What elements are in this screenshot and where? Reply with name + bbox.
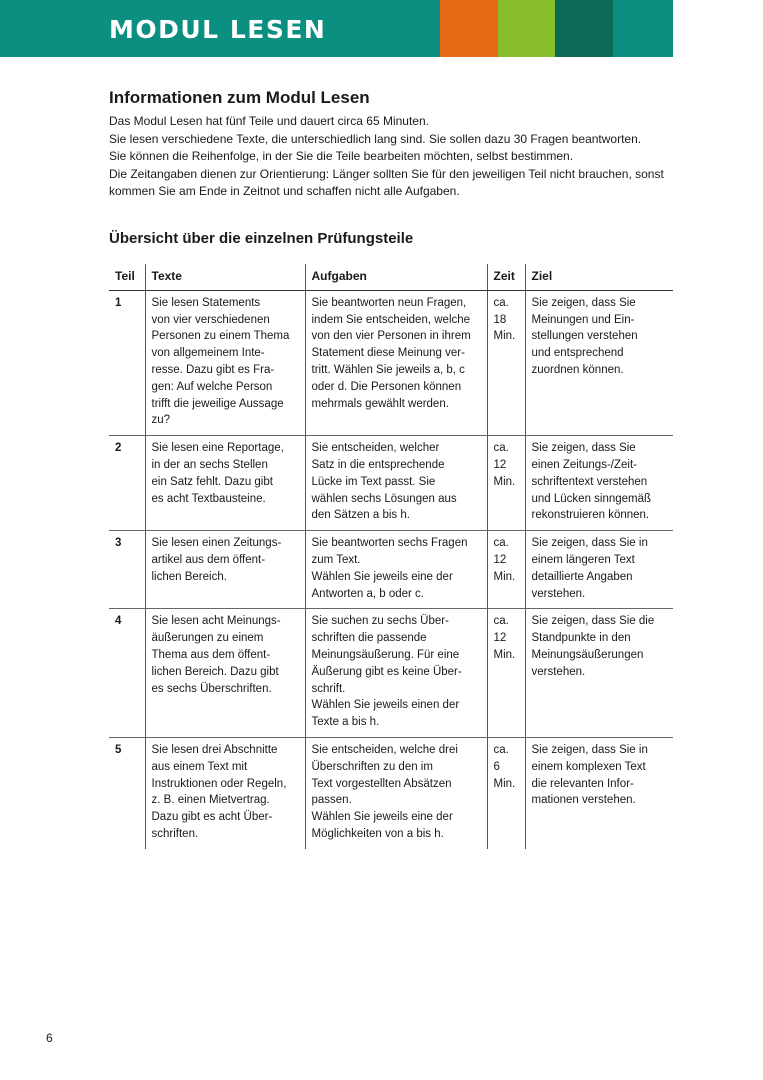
aufgaben-cell: Sie entscheiden, welcher Satz in die entsprechende Lücke im Text passt. Sie wählen sechs Lösungen aus den Sätzen a bis h. [305,436,487,531]
ziel-cell: Sie zeigen, dass Sie einen Zeitungs-/Zeit- schriftentext verstehen und Lücken sinngemäß rekonstruieren können. [525,436,673,531]
texte-cell: Sie lesen Statements von vier verschiedenen Personen zu einem Thema von allgemeinem Inte- resse. Dazu gibt es Fra- gen: Auf welche Person trifft die jeweilige Aussage zu? [145,290,305,435]
table-row [109,436,673,531]
table-row [109,609,673,738]
texte-cell: Sie lesen drei Abschnitte aus einem Text mit Instruktionen oder Regeln, z. B. einen Mietvertrag. Dazu gibt es acht Über- schriften. [145,737,305,848]
zeit-cell: ca. 18 Min. [487,290,525,435]
section-heading: Informationen zum Modul Lesen [109,88,370,107]
aufgaben-cell: Sie entscheiden, welche drei Überschriften zu den im Text vorgestellten Absätzen passen. Wählen Sie jeweils eine der Möglichkeiten von a bis h. [305,737,487,848]
header-stripe-dark-green [555,0,613,57]
ziel-cell: Sie zeigen, dass Sie in einem längeren Text detaillierte Angaben verstehen. [525,531,673,609]
zeit-cell: ca. 12 Min. [487,609,525,738]
header-stripe-lime [498,0,555,57]
intro-paragraph: Die Zeitangaben dienen zur Orientierung: Länger sollten Sie für den jeweiligen Teil nicht brauchen, sonst kommen Sie am Ende in Zeitnot und schaffen nicht alle Aufgaben. [109,166,664,198]
table-header-row [109,264,673,290]
column-header-aufgaben: Aufgaben [305,264,487,290]
intro-paragraph: Sie lesen verschiedene Texte, die unterschiedlich lang sind. Sie sollen dazu 30 Fragen beantworten. [109,131,642,146]
ziel-cell: Sie zeigen, dass Sie die Standpunkte in den Meinungsäußerungen verstehen. [525,609,673,738]
aufgaben-cell: Sie beantworten neun Fragen, indem Sie entscheiden, welche von den vier Personen in ihrem Statement diese Meinung ver- tritt. Wählen Sie jeweils a, b, c oder d. Die Personen können mehrmals gewählt werden. [305,290,487,435]
module-title: MODUL LESEN [109,15,327,44]
ziel-cell: Sie zeigen, dass Sie Meinungen und Ein- stellungen verstehen und entsprechend zuordnen können. [525,290,673,435]
page-number: 6 [46,1031,53,1045]
teil-cell: 3 [109,531,145,609]
aufgaben-cell: Sie suchen zu sechs Über- schriften die passende Meinungsäußerung. Für eine Äußerung gibt es keine Über- schrift. Wählen Sie jeweils einen der Texte a bis h. [305,609,487,738]
ziel-cell: Sie zeigen, dass Sie in einem komplexen Text die relevanten Infor- mationen verstehen. [525,737,673,848]
header-stripe-orange [440,0,498,57]
teil-cell: 1 [109,290,145,435]
column-header-teil: Teil [109,264,145,290]
intro-paragraph: Das Modul Lesen hat fünf Teile und dauert circa 65 Minuten. [109,114,429,128]
table-row [109,531,673,609]
overview-heading: Übersicht über die einzelnen Prüfungsteile [109,230,414,247]
table-row [109,290,673,435]
teil-cell: 4 [109,609,145,738]
aufgaben-cell: Sie beantworten sechs Fragen zum Text. Wählen Sie jeweils eine der Antworten a, b oder c. [305,531,487,609]
zeit-cell: ca. 12 Min. [487,531,525,609]
table-row [109,737,673,848]
column-header-ziel: Ziel [525,264,673,290]
texte-cell: Sie lesen einen Zeitungs- artikel aus dem öffent- lichen Bereich. [145,531,305,609]
exam-parts-table [109,264,673,849]
teil-cell: 5 [115,743,122,756]
column-header-zeit: Zeit [487,264,525,290]
column-header-texte: Texte [145,264,305,290]
intro-text [109,113,669,201]
teil-cell: 2 [109,436,145,531]
zeit-cell: ca. 6 Min. [487,737,525,848]
intro-paragraph: Sie können die Reihenfolge, in der Sie die Teile bearbeiten möchten, selbst bestimmen. [109,149,574,163]
texte-cell: Sie lesen acht Meinungs- äußerungen zu einem Thema aus dem öffent- lichen Bereich. Dazu gibt es sechs Überschriften. [145,609,305,738]
texte-cell: Sie lesen eine Reportage, in der an sechs Stellen ein Satz fehlt. Dazu gibt es acht Textbausteine. [145,436,305,531]
zeit-cell: ca. 12 Min. [487,436,525,531]
